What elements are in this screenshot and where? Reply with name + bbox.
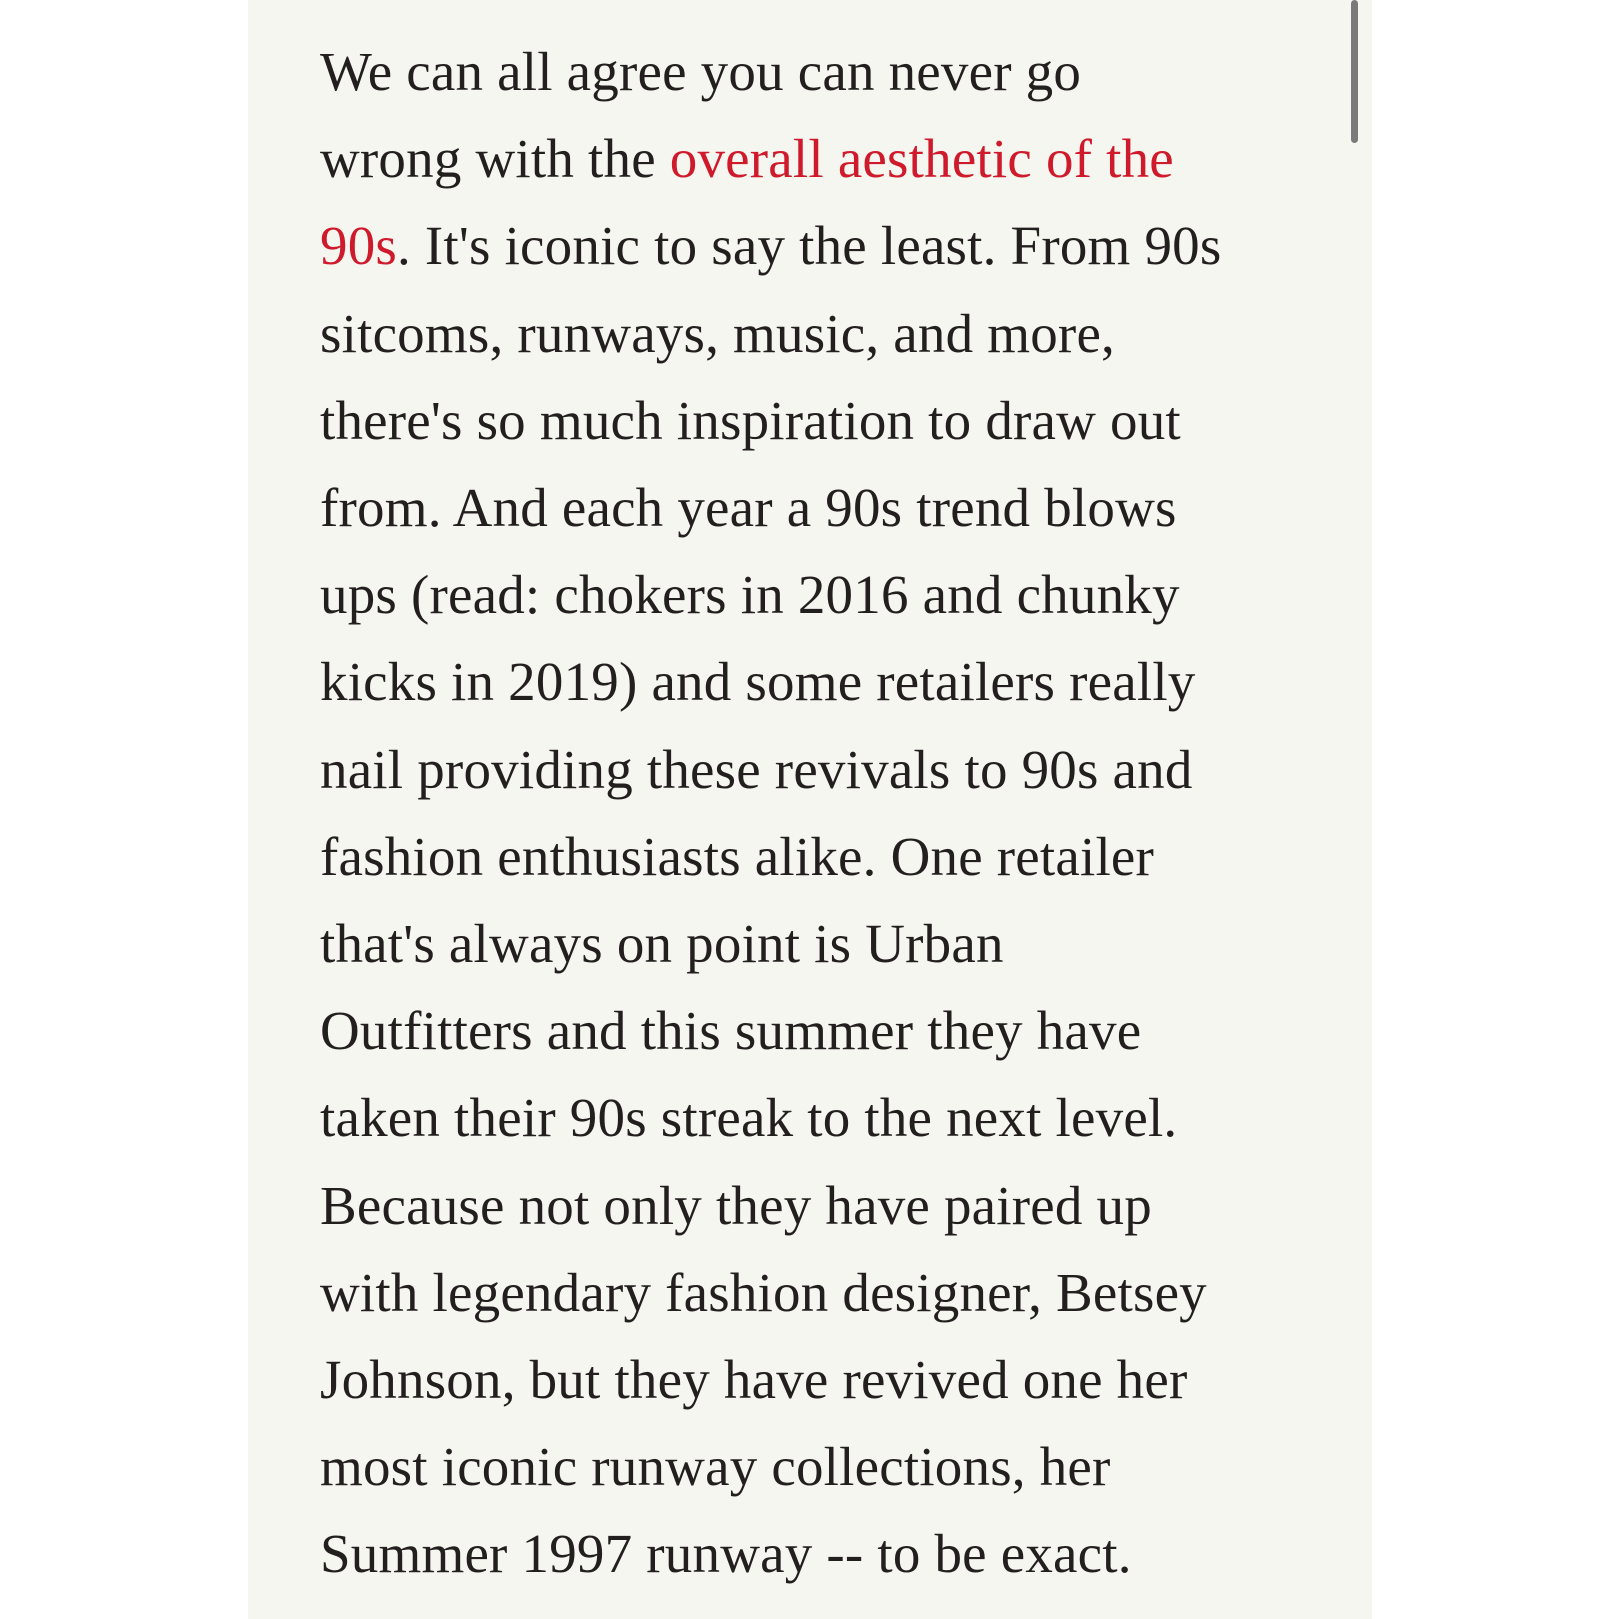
- paragraph-line-10: fashion enthusiasts alike. One retailer: [320, 825, 1155, 887]
- paragraph-line-18: Summer 1997 runway -- to be exact.: [320, 1523, 1132, 1585]
- paragraph-line-13: taken their 90s streak to the next level.: [320, 1087, 1178, 1149]
- paragraph-line-9: nail providing these revivals to 90s and: [320, 738, 1193, 800]
- scrollbar[interactable]: [1348, 0, 1360, 1619]
- paragraph-line-15: with legendary fashion designer, Betsey: [320, 1261, 1207, 1323]
- article-paragraph: [320, 28, 1320, 1598]
- paragraph-line-11: that's always on point is Urban: [320, 913, 1004, 975]
- paragraph-line-6: from. And each year a 90s trend blows: [320, 477, 1177, 539]
- paragraph-line-17: most iconic runway collections, her: [320, 1436, 1111, 1498]
- article-viewport: [248, 0, 1372, 1619]
- paragraph-line-1: We can all agree you can never go: [320, 41, 1082, 102]
- paragraph-line-14: Because not only they have paired up: [320, 1174, 1152, 1236]
- paragraph-line-7: ups (read: chokers in 2016 and chunky: [320, 564, 1180, 626]
- line-text: . It's iconic to say the least. From 90s: [397, 215, 1222, 277]
- paragraph-line-5: there's so much inspiration to draw out: [320, 389, 1181, 451]
- paragraph-line-8: kicks in 2019) and some retailers really: [320, 651, 1196, 713]
- aesthetic-of-90s-link-continued[interactable]: 90s: [320, 215, 398, 277]
- paragraph-line-12: Outfitters and this summer they have: [320, 1000, 1142, 1062]
- aesthetic-of-90s-link[interactable]: overall aesthetic of the: [669, 128, 1174, 190]
- paragraph-line-4: sitcoms, runways, music, and more,: [320, 302, 1116, 364]
- scrollbar-thumb[interactable]: [1351, 0, 1358, 143]
- line-text: wrong with the: [320, 128, 670, 190]
- paragraph-line-3: [320, 202, 1320, 289]
- paragraph-line-16: Johnson, but they have revived one her: [320, 1349, 1188, 1411]
- paragraph-line-2: [320, 115, 1320, 202]
